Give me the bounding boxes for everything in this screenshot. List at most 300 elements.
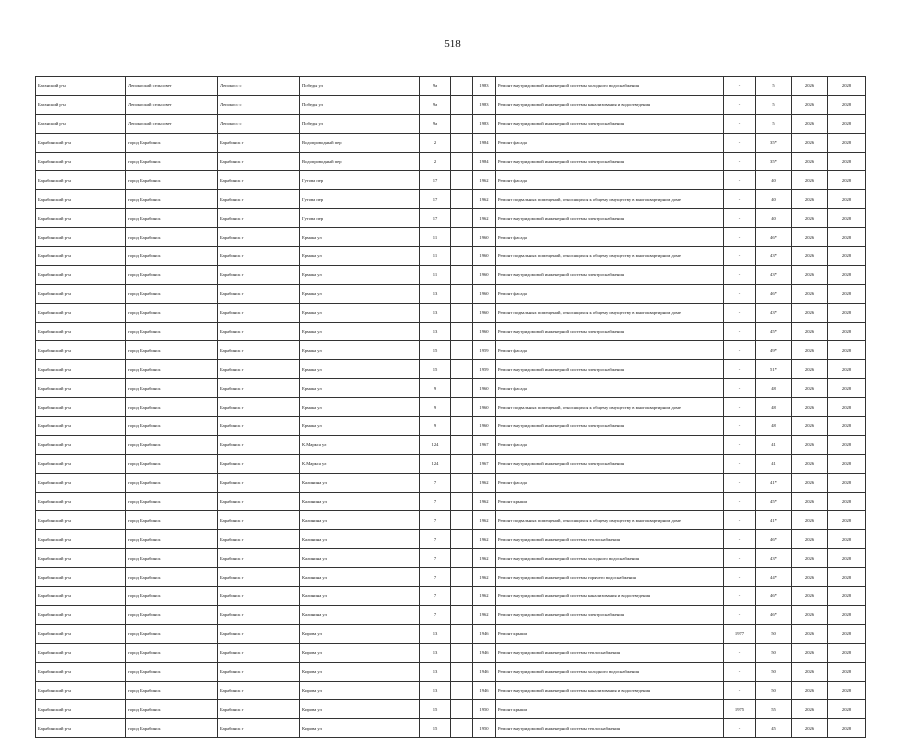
table-row [36,284,866,303]
work-type-cell: Ремонт подвальных помещений, относящихся к общему имуществу в многоквартирном доме [496,511,724,530]
wear-percent-cell: 41* [756,511,792,530]
building-cell [451,417,473,436]
locality-cell: Барабинск г [218,568,300,587]
district-cell: Баганский р-н [36,114,126,133]
plan-start-year-cell: 2026 [792,417,828,436]
municipality-cell: город Барабинск [126,530,218,549]
street-cell: Ермака ул [300,228,420,247]
year-built-cell: 1983 [473,114,496,133]
table-row [36,568,866,587]
plan-start-year-cell: 2026 [792,360,828,379]
wear-percent-cell: 46* [756,530,792,549]
street-cell: Калинина ул [300,473,420,492]
municipality-cell: город Барабинск [126,662,218,681]
building-cell [451,265,473,284]
last-repair-year-cell: - [724,247,756,266]
table-row [36,77,866,96]
last-repair-year-cell: - [724,77,756,96]
street-cell: Калинина ул [300,492,420,511]
table-row [36,114,866,133]
building-cell [451,587,473,606]
locality-cell: Барабинск г [218,417,300,436]
table-row [36,605,866,624]
district-cell: Барабинский р-н [36,398,126,417]
wear-percent-cell: 45* [756,492,792,511]
work-type-cell: Ремонт фасада [496,133,724,152]
building-cell [451,379,473,398]
year-built-cell: 1983 [473,77,496,96]
district-cell: Барабинский р-н [36,171,126,190]
plan-start-year-cell: 2026 [792,77,828,96]
district-cell: Барабинский р-н [36,435,126,454]
plan-end-year-cell: 2028 [828,719,866,738]
district-cell: Барабинский р-н [36,152,126,171]
locality-cell: Барабинск г [218,492,300,511]
year-built-cell: 1984 [473,152,496,171]
district-cell: Баганский р-н [36,95,126,114]
year-built-cell: 1950 [473,700,496,719]
plan-end-year-cell: 2028 [828,247,866,266]
house-number-cell: 9а [420,77,451,96]
table-body [36,77,866,738]
wear-percent-cell: 46* [756,284,792,303]
table-row [36,473,866,492]
district-cell: Барабинский р-н [36,454,126,473]
house-number-cell: 7 [420,605,451,624]
work-type-cell: Ремонт фасада [496,228,724,247]
building-cell [451,114,473,133]
municipality-cell: город Барабинск [126,303,218,322]
work-type-cell: Ремонт крыши [496,624,724,643]
work-type-cell: Ремонт внутридомовой инженерной системы горячего водоснабжения [496,568,724,587]
wear-percent-cell: 40 [756,209,792,228]
plan-start-year-cell: 2026 [792,322,828,341]
municipality-cell: город Барабинск [126,473,218,492]
plan-start-year-cell: 2026 [792,473,828,492]
municipality-cell: город Барабинск [126,681,218,700]
locality-cell: Барабинск г [218,549,300,568]
district-cell: Барабинский р-н [36,473,126,492]
page-number: 518 [444,38,461,50]
wear-percent-cell: 43* [756,303,792,322]
work-type-cell: Ремонт внутридомовой инженерной системы электроснабжения [496,114,724,133]
locality-cell: Барабинск г [218,133,300,152]
district-cell: Барабинский р-н [36,643,126,662]
district-cell: Барабинский р-н [36,681,126,700]
work-type-cell: Ремонт внутридомовой инженерной системы электроснабжения [496,209,724,228]
street-cell: Калинина ул [300,587,420,606]
locality-cell: Барабинск г [218,360,300,379]
district-cell: Барабинский р-н [36,303,126,322]
year-built-cell: 1962 [473,209,496,228]
locality-cell: Барабинск г [218,265,300,284]
district-cell: Барабинский р-н [36,662,126,681]
plan-end-year-cell: 2028 [828,265,866,284]
house-number-cell: 7 [420,511,451,530]
last-repair-year-cell: - [724,228,756,247]
district-cell: Барабинский р-н [36,322,126,341]
last-repair-year-cell: - [724,322,756,341]
year-built-cell: 1960 [473,228,496,247]
last-repair-year-cell: - [724,681,756,700]
locality-cell: Барабинск г [218,587,300,606]
house-number-cell: 7 [420,549,451,568]
last-repair-year-cell: - [724,662,756,681]
work-type-cell: Ремонт фасада [496,435,724,454]
building-cell [451,643,473,662]
municipality-cell: город Барабинск [126,549,218,568]
locality-cell: Лепокосс с [218,77,300,96]
work-type-cell: Ремонт крыши [496,492,724,511]
plan-start-year-cell: 2026 [792,341,828,360]
building-cell [451,190,473,209]
table-row [36,435,866,454]
house-number-cell: 7 [420,530,451,549]
building-cell [451,492,473,511]
last-repair-year-cell: - [724,379,756,398]
wear-percent-cell: 35* [756,152,792,171]
plan-end-year-cell: 2028 [828,587,866,606]
year-built-cell: 1960 [473,265,496,284]
building-cell [451,209,473,228]
year-built-cell: 1960 [473,284,496,303]
municipality-cell: город Барабинск [126,587,218,606]
wear-percent-cell: 45 [756,719,792,738]
municipality-cell: город Барабинск [126,454,218,473]
building-cell [451,398,473,417]
plan-end-year-cell: 2028 [828,95,866,114]
year-built-cell: 1962 [473,171,496,190]
building-cell [451,247,473,266]
building-cell [451,95,473,114]
house-number-cell: 13 [420,662,451,681]
street-cell: Калинина ул [300,605,420,624]
plan-end-year-cell: 2028 [828,341,866,360]
table-row [36,662,866,681]
table-row [36,152,866,171]
table-row [36,303,866,322]
work-type-cell: Ремонт внутридомовой инженерной системы теплоснабжения [496,719,724,738]
plan-end-year-cell: 2028 [828,681,866,700]
municipality-cell: город Барабинск [126,435,218,454]
building-cell [451,681,473,700]
house-number-cell: 2 [420,133,451,152]
plan-end-year-cell: 2028 [828,360,866,379]
street-cell: Ермака ул [300,322,420,341]
building-cell [451,530,473,549]
municipality-cell: город Барабинск [126,492,218,511]
municipality-cell: город Барабинск [126,284,218,303]
plan-start-year-cell: 2026 [792,303,828,322]
work-type-cell: Ремонт крыши [496,700,724,719]
last-repair-year-cell: - [724,284,756,303]
table-row [36,398,866,417]
wear-percent-cell: 45* [756,322,792,341]
plan-start-year-cell: 2026 [792,95,828,114]
table-row [36,171,866,190]
plan-start-year-cell: 2026 [792,719,828,738]
table-row [36,530,866,549]
plan-end-year-cell: 2028 [828,190,866,209]
work-type-cell: Ремонт внутридомовой инженерной системы электроснабжения [496,605,724,624]
table-row [36,549,866,568]
building-cell [451,77,473,96]
house-number-cell: 13 [420,624,451,643]
district-cell: Барабинский р-н [36,247,126,266]
work-type-cell: Ремонт внутридомовой инженерной системы теплоснабжения [496,643,724,662]
house-number-cell: 9 [420,398,451,417]
plan-start-year-cell: 2026 [792,152,828,171]
last-repair-year-cell: - [724,587,756,606]
municipality-cell: город Барабинск [126,643,218,662]
year-built-cell: 1950 [473,719,496,738]
wear-percent-cell: 5 [756,77,792,96]
plan-end-year-cell: 2028 [828,568,866,587]
plan-end-year-cell: 2028 [828,700,866,719]
plan-end-year-cell: 2028 [828,398,866,417]
work-type-cell: Ремонт подвальных помещений, относящихся к общему имуществу в многоквартирном доме [496,247,724,266]
last-repair-year-cell: - [724,417,756,436]
plan-end-year-cell: 2028 [828,152,866,171]
street-cell: Ермака ул [300,398,420,417]
wear-percent-cell: 43* [756,549,792,568]
last-repair-year-cell: - [724,95,756,114]
building-cell [451,228,473,247]
wear-percent-cell: 50 [756,662,792,681]
district-cell: Барабинский р-н [36,587,126,606]
locality-cell: Барабинск г [218,530,300,549]
plan-start-year-cell: 2026 [792,228,828,247]
plan-end-year-cell: 2028 [828,209,866,228]
street-cell: Калинина ул [300,568,420,587]
last-repair-year-cell: - [724,605,756,624]
plan-start-year-cell: 2026 [792,511,828,530]
work-type-cell: Ремонт внутридомовой инженерной системы канализования и водоотведения [496,587,724,606]
table-row [36,700,866,719]
last-repair-year-cell: - [724,435,756,454]
wear-percent-cell: 43* [756,265,792,284]
municipality-cell: город Барабинск [126,247,218,266]
house-number-cell: 13 [420,303,451,322]
plan-end-year-cell: 2028 [828,322,866,341]
locality-cell: Барабинск г [218,662,300,681]
table-row [36,322,866,341]
locality-cell: Барабинск г [218,284,300,303]
street-cell: Калинина ул [300,549,420,568]
house-number-cell: 124 [420,435,451,454]
last-repair-year-cell: - [724,303,756,322]
street-cell: Водопроводный пер [300,133,420,152]
building-cell [451,624,473,643]
plan-end-year-cell: 2028 [828,417,866,436]
work-type-cell: Ремонт фасада [496,473,724,492]
district-cell: Барабинский р-н [36,209,126,228]
building-cell [451,662,473,681]
plan-end-year-cell: 2028 [828,171,866,190]
building-cell [451,454,473,473]
last-repair-year-cell: - [724,643,756,662]
house-number-cell: 17 [420,190,451,209]
plan-end-year-cell: 2028 [828,284,866,303]
building-cell [451,284,473,303]
district-cell: Барабинский р-н [36,605,126,624]
municipality-cell: город Барабинск [126,265,218,284]
wear-percent-cell: 49* [756,341,792,360]
municipality-cell: город Барабинск [126,171,218,190]
work-type-cell: Ремонт внутридомовой инженерной системы электроснабжения [496,152,724,171]
locality-cell: Барабинск г [218,511,300,530]
year-built-cell: 1962 [473,605,496,624]
work-type-cell: Ремонт внутридомовой инженерной системы электроснабжения [496,454,724,473]
wear-percent-cell: 43* [756,247,792,266]
table-row [36,511,866,530]
house-number-cell: 124 [420,454,451,473]
district-cell: Барабинский р-н [36,492,126,511]
work-type-cell: Ремонт внутридомовой инженерной системы электроснабжения [496,417,724,436]
work-type-cell: Ремонт внутридомовой инженерной системы холодного водоснабжения [496,549,724,568]
locality-cell: Барабинск г [218,681,300,700]
work-type-cell: Ремонт внутридомовой инженерной системы электроснабжения [496,360,724,379]
street-cell: Ермака ул [300,417,420,436]
last-repair-year-cell: 1975 [724,700,756,719]
last-repair-year-cell: - [724,265,756,284]
plan-end-year-cell: 2028 [828,662,866,681]
table-row [36,133,866,152]
wear-percent-cell: 5 [756,95,792,114]
year-built-cell: 1960 [473,417,496,436]
work-type-cell: Ремонт фасада [496,284,724,303]
building-cell [451,568,473,587]
municipality-cell: город Барабинск [126,719,218,738]
street-cell: Кирова ул [300,681,420,700]
house-number-cell: 13 [420,284,451,303]
locality-cell: Барабинск г [218,719,300,738]
house-number-cell: 15 [420,341,451,360]
wear-percent-cell: 46* [756,587,792,606]
plan-start-year-cell: 2026 [792,190,828,209]
building-cell [451,435,473,454]
house-number-cell: 7 [420,492,451,511]
municipality-cell: город Барабинск [126,341,218,360]
plan-start-year-cell: 2026 [792,247,828,266]
year-built-cell: 1960 [473,303,496,322]
district-cell: Барабинский р-н [36,568,126,587]
municipality-cell: город Барабинск [126,624,218,643]
capital-repair-table [35,76,866,738]
year-built-cell: 1946 [473,624,496,643]
last-repair-year-cell: - [724,133,756,152]
wear-percent-cell: 48 [756,398,792,417]
plan-start-year-cell: 2026 [792,265,828,284]
table-row [36,681,866,700]
year-built-cell: 1959 [473,360,496,379]
last-repair-year-cell: - [724,171,756,190]
street-cell: Ермака ул [300,379,420,398]
district-cell: Барабинский р-н [36,133,126,152]
street-cell: К.Маркса ул [300,454,420,473]
street-cell: Ермака ул [300,360,420,379]
building-cell [451,700,473,719]
house-number-cell: 9а [420,95,451,114]
locality-cell: Барабинск г [218,700,300,719]
district-cell: Барабинский р-н [36,417,126,436]
plan-start-year-cell: 2026 [792,435,828,454]
street-cell: Гутова пер [300,190,420,209]
work-type-cell: Ремонт подвальных помещений, относящихся к общему имуществу в многоквартирном доме [496,190,724,209]
district-cell: Барабинский р-н [36,265,126,284]
plan-end-year-cell: 2028 [828,511,866,530]
work-type-cell: Ремонт внутридомовой инженерной системы канализования и водоотведения [496,95,724,114]
table-row [36,417,866,436]
plan-end-year-cell: 2028 [828,454,866,473]
last-repair-year-cell: - [724,492,756,511]
street-cell: Ермака ул [300,303,420,322]
house-number-cell: 7 [420,473,451,492]
year-built-cell: 1962 [473,568,496,587]
plan-start-year-cell: 2026 [792,643,828,662]
plan-start-year-cell: 2026 [792,549,828,568]
last-repair-year-cell: - [724,190,756,209]
street-cell: Ермака ул [300,341,420,360]
plan-start-year-cell: 2026 [792,681,828,700]
building-cell [451,322,473,341]
house-number-cell: 15 [420,700,451,719]
municipality-cell: город Барабинск [126,417,218,436]
district-cell: Барабинский р-н [36,719,126,738]
locality-cell: Барабинск г [218,473,300,492]
house-number-cell: 17 [420,171,451,190]
plan-end-year-cell: 2028 [828,77,866,96]
plan-start-year-cell: 2026 [792,662,828,681]
last-repair-year-cell: 1977 [724,624,756,643]
plan-start-year-cell: 2026 [792,568,828,587]
year-built-cell: 1967 [473,454,496,473]
district-cell: Барабинский р-н [36,228,126,247]
locality-cell: Барабинск г [218,341,300,360]
locality-cell: Барабинск г [218,303,300,322]
locality-cell: Барабинск г [218,398,300,417]
locality-cell: Барабинск г [218,247,300,266]
last-repair-year-cell: - [724,152,756,171]
district-cell: Барабинский р-н [36,341,126,360]
work-type-cell: Ремонт фасада [496,379,724,398]
wear-percent-cell: 41* [756,473,792,492]
plan-end-year-cell: 2028 [828,228,866,247]
year-built-cell: 1962 [473,492,496,511]
year-built-cell: 1962 [473,549,496,568]
district-cell: Барабинский р-н [36,549,126,568]
house-number-cell: 11 [420,228,451,247]
table-row [36,190,866,209]
work-type-cell: Ремонт внутридомовой инженерной системы электроснабжения [496,322,724,341]
municipality-cell: город Барабинск [126,133,218,152]
last-repair-year-cell: - [724,454,756,473]
locality-cell: Барабинск г [218,228,300,247]
year-built-cell: 1959 [473,341,496,360]
plan-end-year-cell: 2028 [828,133,866,152]
street-cell: Водопроводный пер [300,152,420,171]
year-built-cell: 1960 [473,398,496,417]
locality-cell: Барабинск г [218,624,300,643]
plan-end-year-cell: 2028 [828,114,866,133]
work-type-cell: Ремонт фасада [496,171,724,190]
locality-cell: Барабинск г [218,209,300,228]
last-repair-year-cell: - [724,209,756,228]
street-cell: Калинина ул [300,530,420,549]
street-cell: Ермака ул [300,284,420,303]
district-cell: Баганский р-н [36,77,126,96]
building-cell [451,133,473,152]
